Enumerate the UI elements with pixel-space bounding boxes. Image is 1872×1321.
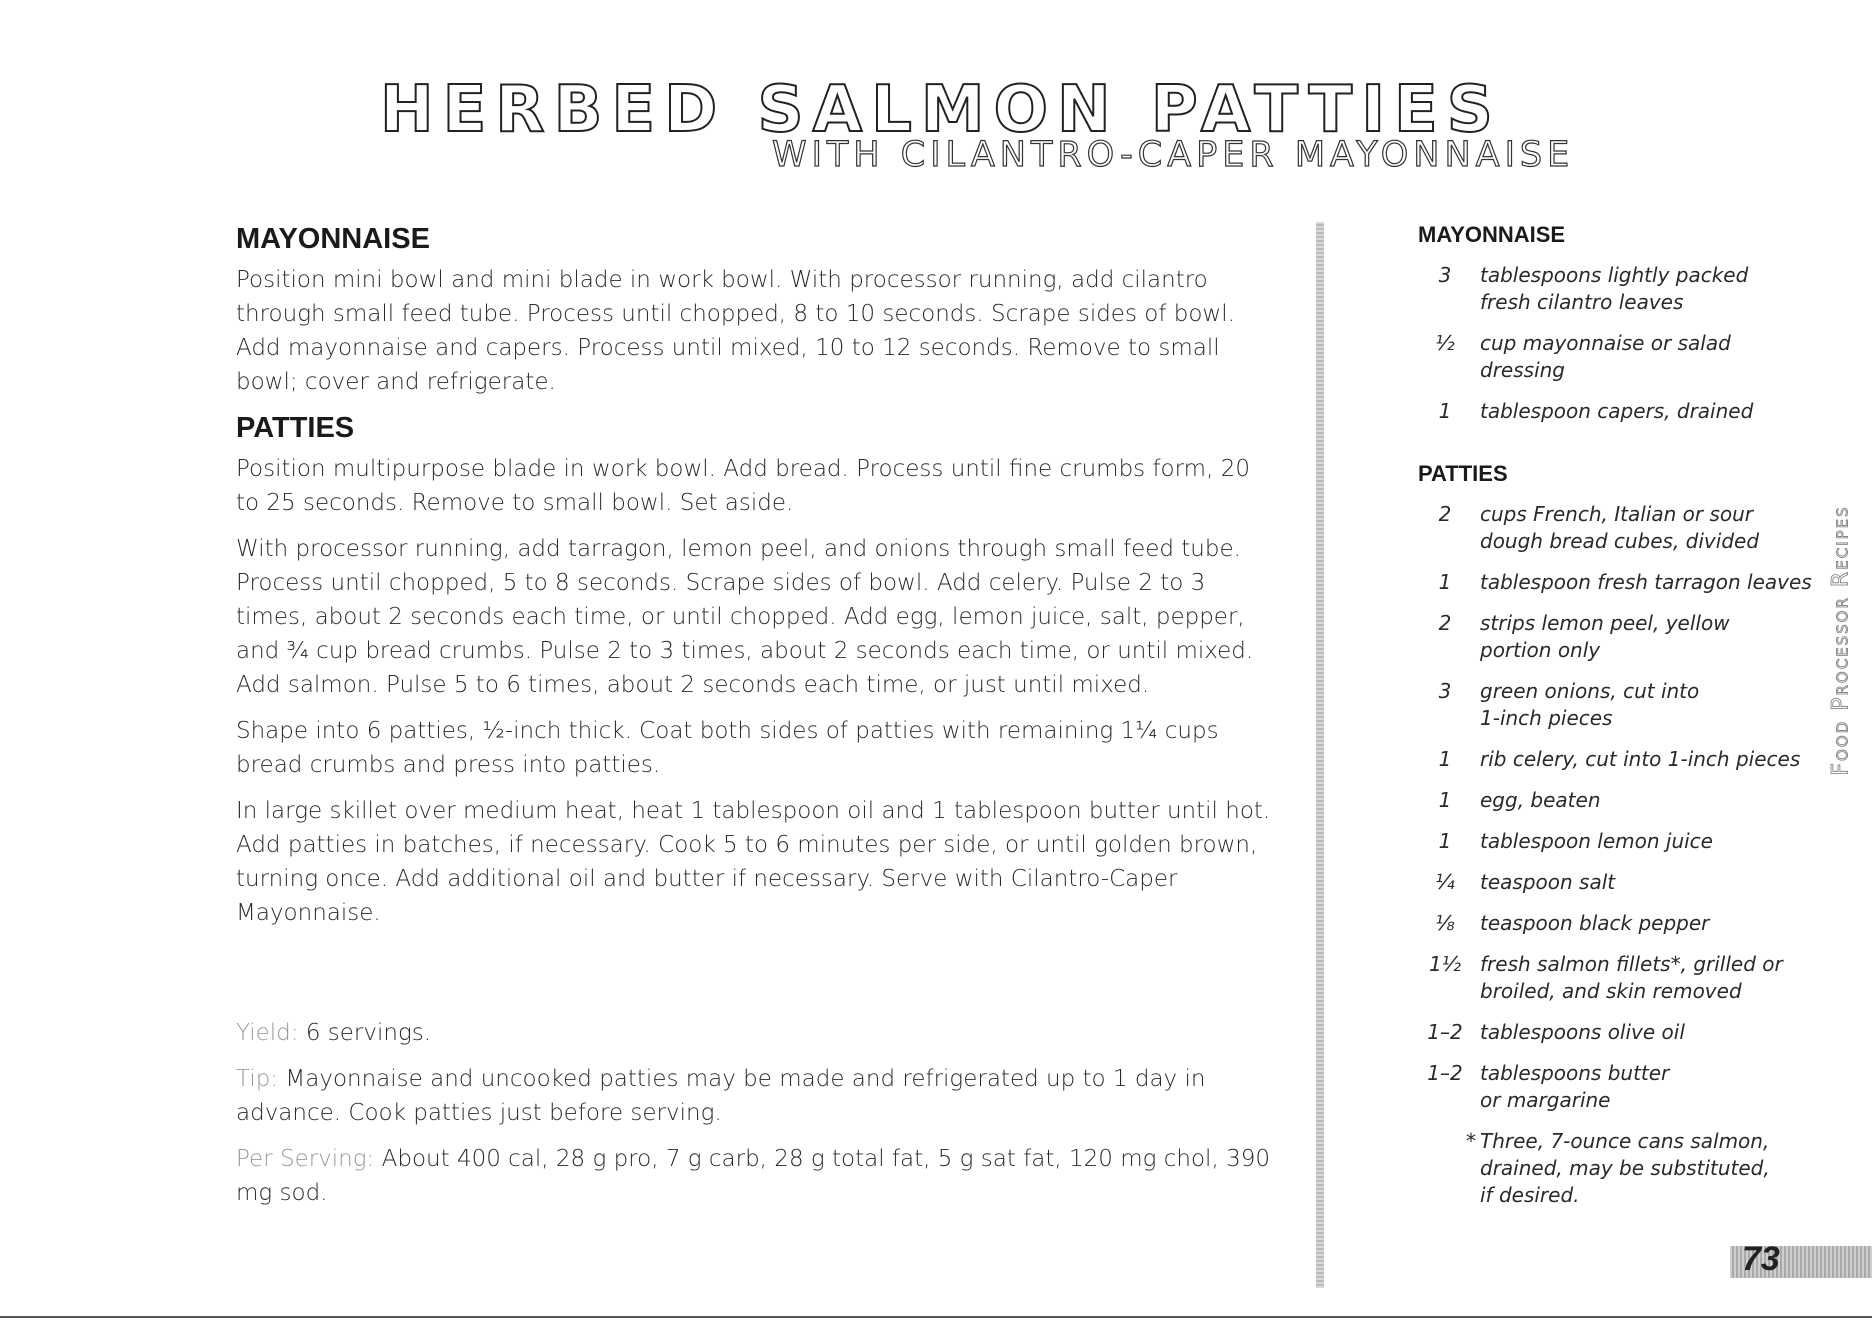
ingredient-description: egg, beaten (1480, 788, 1601, 812)
patties-heading: PATTIES (236, 411, 355, 444)
ingredient-footnote (1418, 1128, 1818, 1209)
patties-ingredient-list (1418, 501, 1818, 1114)
ingredient-item (1418, 787, 1818, 814)
per-serving-text: About 400 cal, 28 g pro, 7 g carb, 28 g total fat, 5 g sat fat, 120 mg chol, 390 mg sod. (236, 1145, 1270, 1206)
ingredient-quantity: ⅛ (1435, 911, 1455, 935)
tip-label: Tip: (236, 1065, 279, 1092)
instructions-column (236, 222, 1276, 1222)
ingredient-item (1418, 330, 1818, 384)
ingredient-quantity: 3 (1438, 263, 1452, 287)
per-serving-note (236, 1142, 1276, 1210)
ingredient-item (1418, 1019, 1818, 1046)
mayonnaise-heading: MAYONNAISE (236, 223, 430, 255)
ingredient-quantity: 1 (1438, 829, 1452, 853)
per-serving-label: Per Serving: (236, 1145, 375, 1172)
mayonnaise-ingredient-list (1418, 262, 1818, 425)
bottom-rule (0, 1316, 1872, 1318)
page-number: 73 (1742, 1240, 1780, 1278)
ingredient-description: cups French, Italian or sour dough bread cubes, divided (1480, 502, 1760, 553)
ingredient-description: tablespoon fresh tarragon leaves (1480, 570, 1812, 594)
tip-note (236, 1062, 1276, 1130)
ingredient-item (1418, 1060, 1818, 1114)
ingredient-item (1418, 610, 1818, 664)
ingredient-description: tablespoon lemon juice (1480, 829, 1713, 853)
side-tab-label: Food Processor Recipes (1828, 504, 1854, 776)
column-divider (1316, 222, 1324, 1288)
ingredient-quantity: 1–2 (1427, 1020, 1463, 1044)
ingredient-description: teaspoon black pepper (1480, 911, 1710, 935)
ingredient-item (1418, 951, 1818, 1005)
ingredient-description: tablespoons lightly packed fresh cilantro leaves (1480, 263, 1749, 314)
patties-step-2: With processor running, add tarragon, lemon peel, and onions through small feed tube. Process until chopped, 5 to 8 seconds. Scrape sides of bowl. Add celery. Pulse 2 to 3 times, about 2 seconds each time, or until chopped. Add egg, lemon juice, salt, pepper, and ¾ cup bread crumbs. Pulse 2 to 3 times, about 2 seconds each time, or until mixed. Add salmon. Pulse 5 to 6 times, about 2 seconds each time, or just until mixed. (236, 535, 1254, 698)
ingredient-description: cup mayonnaise or salad dressing (1480, 331, 1731, 382)
ingredients-patties-heading: PATTIES (1418, 461, 1508, 486)
ingredient-quantity: 2 (1438, 611, 1452, 635)
tip-text: Mayonnaise and uncooked patties may be made and refrigerated up to 1 day in advance. Cook patties just before serving. (236, 1065, 1206, 1126)
ingredient-quantity: 1½ (1428, 952, 1462, 976)
ingredient-description: rib celery, cut into 1-inch pieces (1480, 747, 1801, 771)
recipe-title: HERBED SALMON PATTIES (380, 73, 1502, 147)
mayonnaise-instructions: Position mini bowl and mini blade in work bowl. With processor running, add cilantro through small feed tube. Process until chopped, 8 to 10 seconds. Scrape sides of bowl. Add mayonnaise and capers. Process until mixed, 10 to 12 seconds. Remove to small bowl; cover and refrigerate. (236, 266, 1235, 395)
ingredient-description: tablespoons butter or margarine (1480, 1061, 1670, 1112)
patties-step-1: Position multipurpose blade in work bowl. Add bread. Process until fine crumbs form, 20 to 25 seconds. Remove to small bowl. Set aside. (236, 455, 1250, 516)
ingredient-quantity: 1 (1438, 747, 1452, 771)
recipe-subtitle: WITH CILANTRO-CAPER MAYONNAISE (772, 135, 1575, 175)
ingredient-description: teaspoon salt (1480, 870, 1616, 894)
ingredients-column (1418, 222, 1818, 1209)
patties-step-3: Shape into 6 patties, ½-inch thick. Coat both sides of patties with remaining 1¼ cups bread crumbs and press into patties. (236, 717, 1219, 778)
ingredient-item (1418, 828, 1818, 855)
ingredient-item (1418, 746, 1818, 773)
ingredient-quantity: 1 (1438, 399, 1452, 423)
ingredient-quantity: 3 (1438, 679, 1452, 703)
ingredient-quantity: 1–2 (1427, 1061, 1463, 1085)
ingredient-quantity: 2 (1438, 502, 1452, 526)
section-side-tab (1826, 504, 1856, 776)
ingredient-description: fresh salmon fillets*, grilled or broiled, and skin removed (1480, 952, 1783, 1003)
footnote-asterisk: * (1466, 1129, 1476, 1153)
yield-label: Yield: (236, 1019, 299, 1046)
ingredient-quantity: 1 (1438, 570, 1452, 594)
ingredient-item (1418, 262, 1818, 316)
ingredient-quantity: 1 (1438, 788, 1452, 812)
ingredient-description: tablespoon capers, drained (1480, 399, 1754, 423)
ingredient-item (1418, 869, 1818, 896)
patties-step-4: In large skillet over medium heat, heat 1 tablespoon oil and 1 tablespoon butter until hot. Add patties in batches, if necessary. Cook 5 to 6 minutes per side, or until golden brown, turning once. Add additional oil and butter if necessary. Serve with Cilantro-Caper Mayonnaise. (236, 797, 1271, 926)
ingredient-item (1418, 910, 1818, 937)
footnote-text: Three, 7-ounce cans salmon, drained, may be substituted, if desired. (1480, 1129, 1770, 1207)
ingredient-quantity: ½ (1435, 331, 1455, 355)
ingredient-quantity: ¼ (1435, 870, 1455, 894)
yield-text: 6 servings. (298, 1019, 432, 1046)
ingredient-description: tablespoons olive oil (1480, 1020, 1685, 1044)
ingredient-item (1418, 678, 1818, 732)
ingredient-description: green onions, cut into 1-inch pieces (1480, 679, 1700, 730)
ingredients-mayonnaise-heading: MAYONNAISE (1418, 222, 1566, 247)
ingredient-item (1418, 501, 1818, 555)
yield-note (236, 1016, 1276, 1050)
ingredient-description: strips lemon peel, yellow portion only (1480, 611, 1730, 662)
ingredient-item (1418, 569, 1818, 596)
ingredient-item (1418, 398, 1818, 425)
